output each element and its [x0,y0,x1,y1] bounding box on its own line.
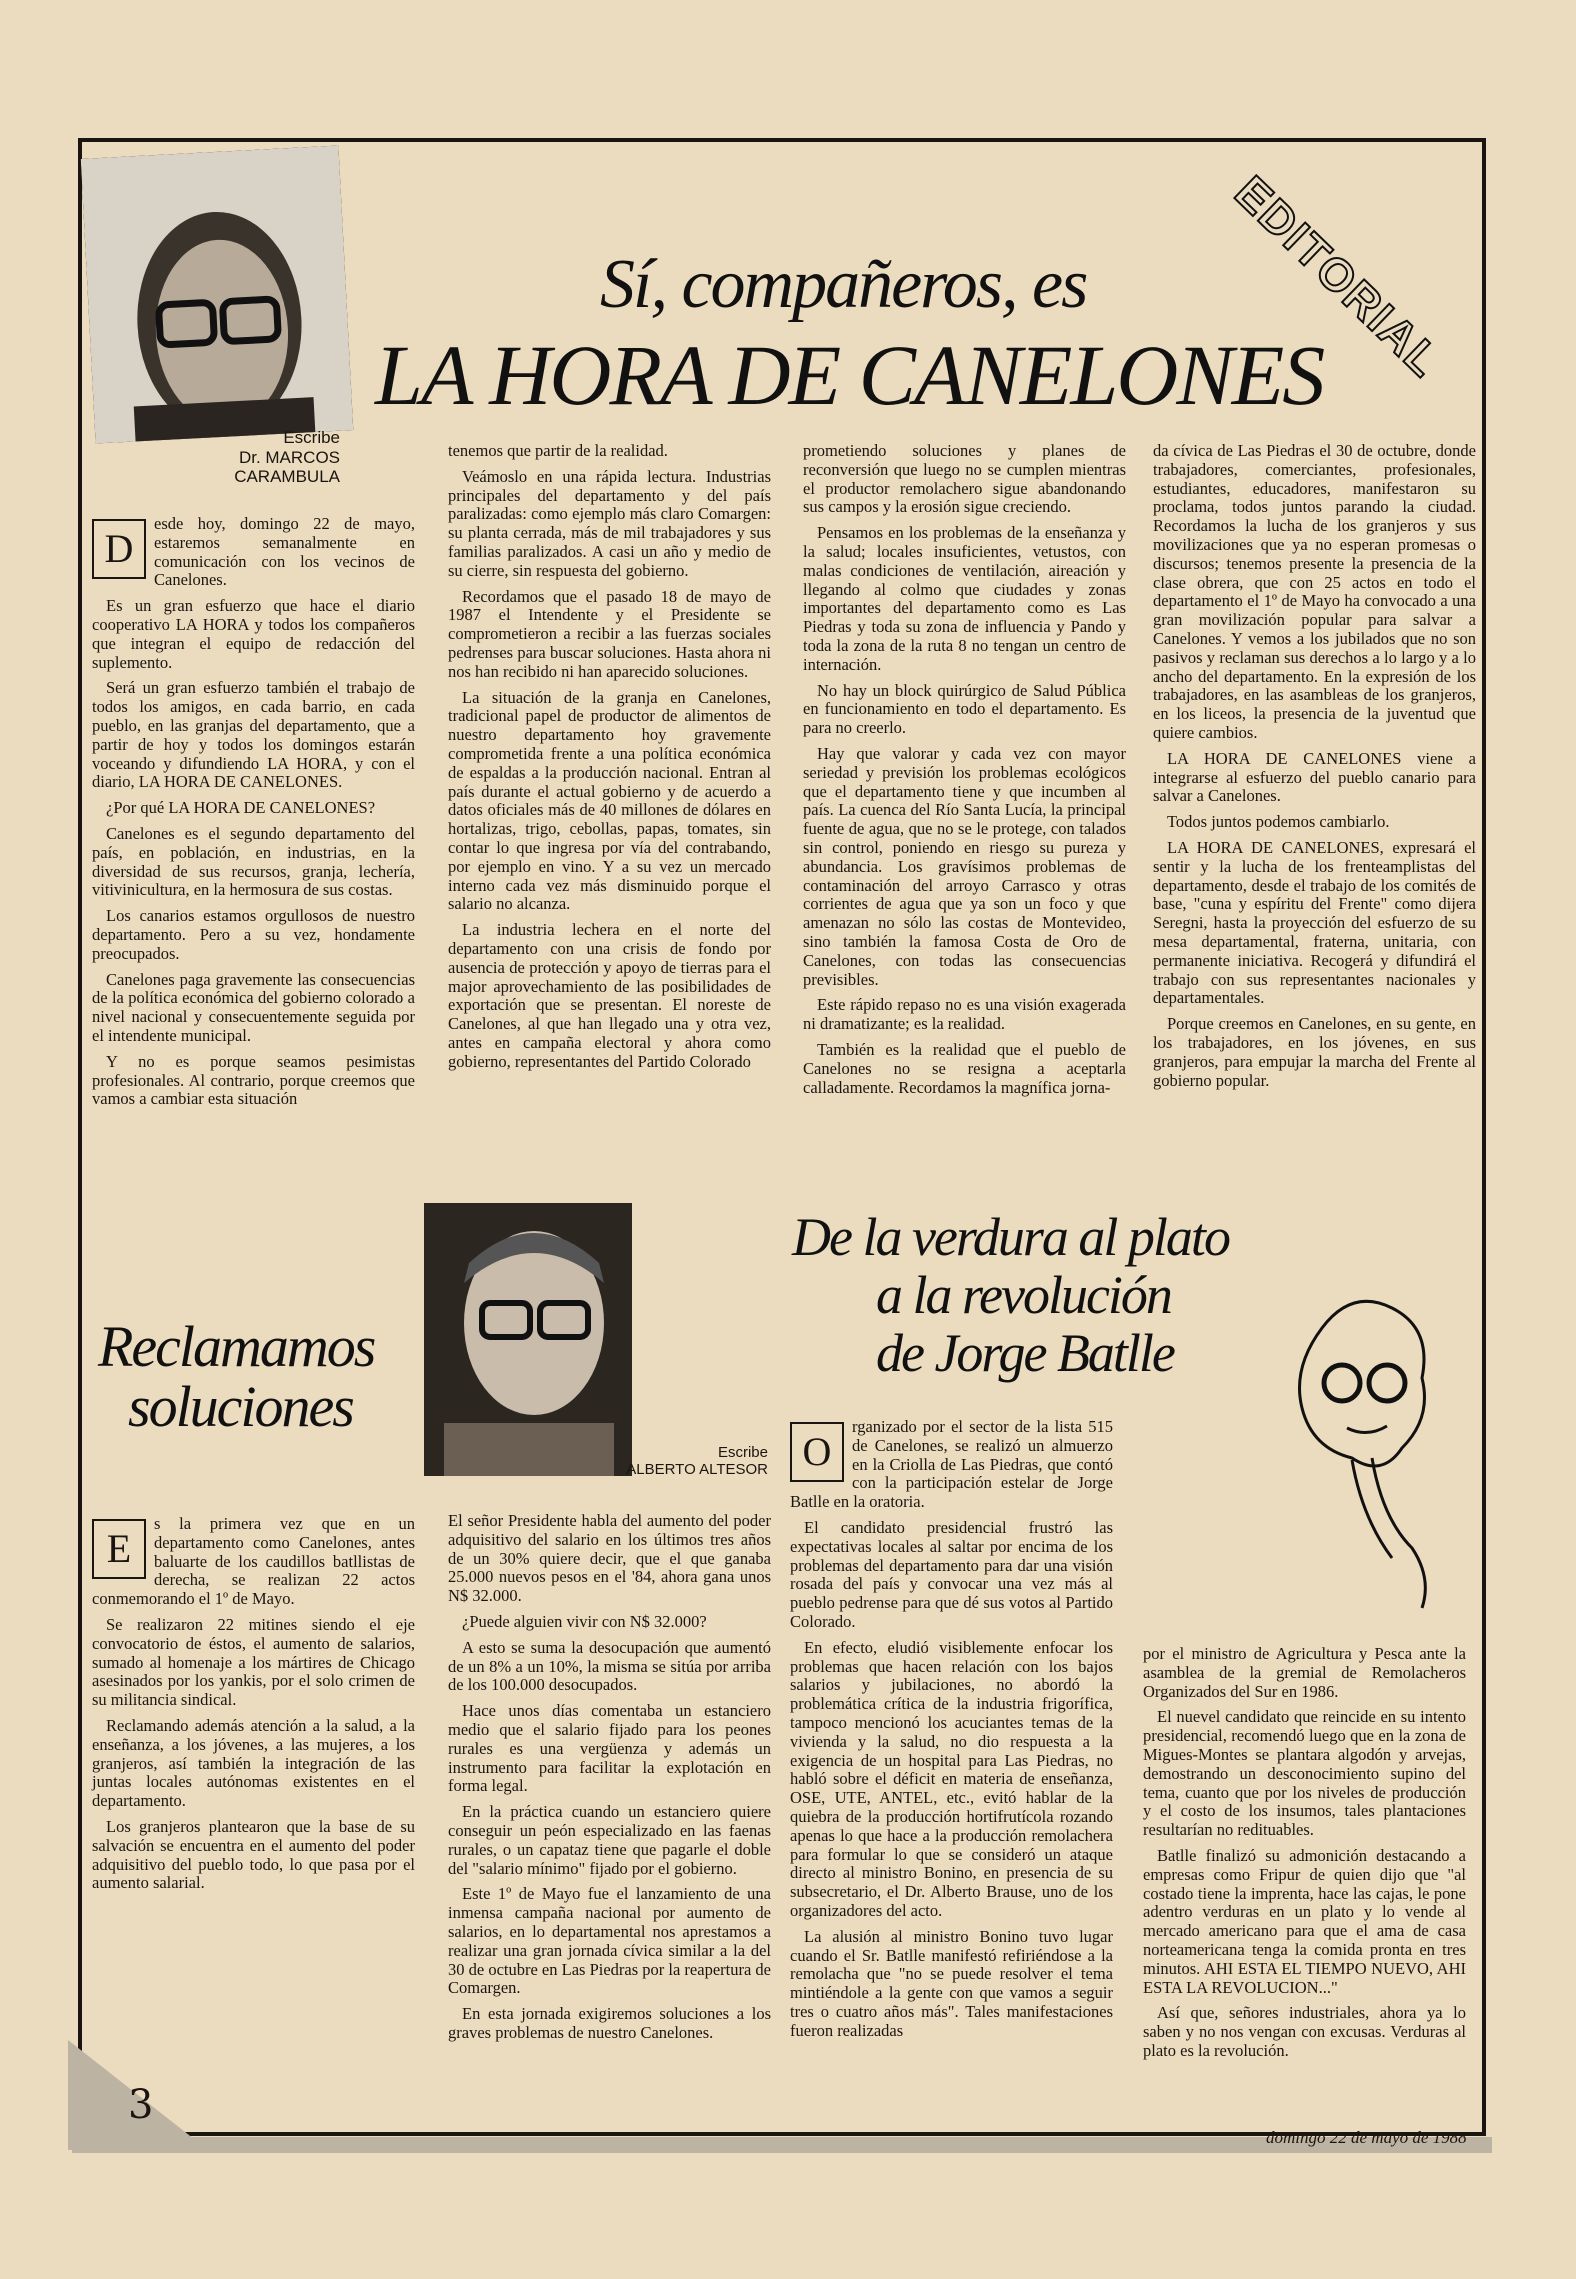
page-number: 3 [128,2082,154,2128]
byline-author: ALBERTO ALTESOR [626,1461,768,1479]
article2-column-2 [448,1512,771,2114]
headline-verdura-line3: de Jorge Batlle [876,1323,1174,1383]
paragraph: La industria lechera en el norte del departamento con una crisis de fondo por ausencia de protección y apoyo de tierras para el major aprovechamiento de las posibilidades de exportación que se presentan. El noreste de Canelones, al que han llegado una y otra vez, antes en campaña electoral y ahora como gobierno, representantes del Partido Colorado [448,920,771,1071]
paragraph: Y no es porque seamos pesimistas profesionales. Al contrario, porque creemos que vamos a cambiar esta situación [92,1051,415,1109]
paragraph: En la práctica cuando un estanciero quiere conseguir un peón especializado en las faenas rurales, o un capataz tiene que pagarle el doble del "salario mínimo" fijado por el gobierno. [448,1802,771,1878]
paragraph: También es la realidad que el pueblo de Canelones no se resigna a aceptarla calladamente. Recordamos la magnífica jorna- [803,1039,1126,1097]
paragraph: s la primera vez que en un departamento como Canelones, antes baluarte de los caudillos batllistas de derecha, se realizan 22 actos conmemorando el 1º de Mayo. [92,1514,415,1609]
author-photo-altesor [424,1203,632,1476]
paragraph: Es un gran esfuerzo que hace el diario cooperativo LA HORA y todos los compañeros que integran el equipo de redacción del suplemento. [92,596,415,672]
paragraph: Los granjeros plantearon que la base de su salvación se encuentra en el aumento del poder adquisitivo del pueblo todo, lo que pasa por el aumento salarial. [92,1816,415,1893]
portrait-image [424,1203,632,1476]
paragraph: Este rápido repaso no es una visión exagerada ni dramatizante; es la realidad. [803,995,1126,1034]
paragraph: No hay un block quirúrgico de Salud Pública en funcionamiento en todo el departamento. Es para no creerlo. [803,680,1126,738]
article1-column-4 [1153,442,1476,1157]
paragraph: ¿Por qué LA HORA DE CANELONES? [106,798,376,818]
paragraph: Será un gran esfuerzo también el trabajo de todos los amigos, en cada barrio, en cada pueblo, en las granjas del departamento, que a partir de hoy y todos los domingos estarán voceando y difundiendo LA HORA, y con el diario, LA HORA DE CANELONES. [92,678,415,792]
paragraph: rganizado por el sector de la lista 515 de Canelones, se realizó un almuerzo en la Criolla de Las Piedras, que contó con la participación estelar de Jorge Batlle en la oratoria. [790,1417,1113,1512]
paragraph: esde hoy, domingo 22 de mayo, estaremos semanalmente en comunicación con los vecinos de Canelones. [154,514,415,590]
paragraph: LA HORA DE CANELONES viene a integrarse al esfuerzo del pueblo canario para salvar a Canelones. [1153,748,1476,806]
paragraph: Batlle finalizó su admonición destacando a empresas como Fripur de quien dijo que "al costado tiene la imprenta, hace las cajas, le pone adentro verduras en un plato y lo vende al mercado americano para que el ama de casa norteamericana tenga la comida pronta en tres minutos. AHI ESTA EL TIEMPO NUEVO, AHI ESTA LA REVOLUCION..." [1143,1845,1466,1997]
dropcap: O [790,1422,844,1482]
paragraph: Reclamando además atención a la salud, a la enseñanza, a los jóvenes, a las mujeres, a los granjeros, así también la integración de las juntas locales autónomas existentes en el departamento. [92,1715,415,1811]
headline-reclamamos-line2: soluciones [128,1374,353,1439]
byline-author: Dr. MARCOS CARAMBULA [234,447,340,487]
paragraph: El nuevel candidato que reincide en su intento presidencial, recomendó luego que en la zona de Migues-Montes se plantara algodón y arvejas, demostrando un desconocimiento supino del tema, cuanto que por los niveles de producción y el costo de los insumos, tales plantaciones resultarían no redituables. [1143,1707,1466,1840]
paragraph: En esta jornada exigiremos soluciones a los graves problemas de nuestro Canelones. [448,2004,771,2042]
paragraph: LA HORA DE CANELONES, expresará el sentir y la lucha de los frenteamplistas del departamento, desde el trabajo de los comités de base, "cuna y espíritu del Frente" como dijera Seregni, hasta la proyección del esfuerzo de su mesa departamental, fraterna, unitaria, con permanente iniciativa. Recogerá y difundirá el trabajo con sus representantes nacionales y departamentales. [1153,837,1476,1008]
headline-verdura-line2: a la revolución [876,1265,1171,1325]
paragraph: Hace unos días comentaba un estanciero medio que el salario fijado para los peones rurales es una vergüenza y además un instrumento para facilitar la explotación en forma legal. [448,1701,771,1796]
article3-column-1 [790,1418,1113,2095]
caricature-drawing [1272,1288,1442,1618]
paragraph: A esto se suma la desocupación que aumentó de un 8% a un 10%, la misma se sitúa por arriba de los 100.000 desocupados. [448,1637,771,1695]
paragraph: El candidato presidencial frustró las expectativas locales al saltar por encima de los problemas del departamento para dar una visión rosada del país y convocar una vez más al pueblo pedrense para que dé sus votos al Partido Colorado. [790,1517,1113,1631]
paragraph: La alusión al ministro Bonino tuvo lugar cuando el Sr. Batlle manifestó refiriéndose a la remolacha que "no se puede resolver el tema mintiéndole a la gente con que vamos a seguir tres o cuatro años más". Tales manifestaciones fueron realizadas [790,1926,1113,2040]
paragraph: Así que, señores industriales, ahora ya lo saben y no nos vengan con excusas. Verduras al plato es la revolución. [1143,2003,1466,2060]
article1-column-1 [92,515,415,1155]
byline-carambula [150,428,340,487]
headline-reclamamos-line1: Reclamamos [98,1314,375,1379]
paragraph: En efecto, eludió visiblemente enfocar los problemas que hacen relación con los bajos salarios y jubilaciones, no abordó la problemática crítica de la industria frigorífica, tampoco mencionó los acuciantes temas de la vivienda y la salud, no dio respuesta a la exigencia de un hospital para Las Piedras, no habló sobre el déficit en materia de enseñanza, OSE, UTE, ANTEL, etc., evitó hablar de la quiebra de la producción hortifrutícola rozando apenas lo que hace a la producción remolachera para formular lo que se consideró un ataque directo al ministro Bonino, en presencia de su subsecretario, el Dr. Alberto Brause, uno de los organizadores del acto. [790,1637,1113,1920]
headline-verdura-line1: De la verdura al plato [792,1207,1229,1267]
paragraph: Se realizaron 22 mitines siendo el eje convocatorio de éstos, el aumento de salarios, sumado al homenaje a los mártires de Chicago asesinados por los yankis, por el solo crimen de su militancia sindical. [92,1614,415,1710]
paragraph: Porque creemos en Canelones, en su gente, en los trabajadores, en los jóvenes, en sus granjeros, para empujar la marcha del Frente al gobierno popular. [1153,1014,1476,1090]
article3-column-2 [1143,1645,1466,2090]
article1-column-2 [448,442,771,1157]
headline-line1: Sí, compañeros, es [600,246,1087,323]
paragraph: La situación de la granja en Canelones, tradicional papel de productor de alimentos de nuestro departamento hoy gravemente comprometida frente a una política económica de espaldas a la producción nacional. Entran al país durante el actual gobierno y de acuerdo a datos oficiales más de 40 millones de dólares en hortalizas, trigo, cebollas, papas, tomates, sin contar lo que ingresa por vía del contrabando, por ejemplo en vino. Y a su vez un mercado interno cada vez más disminuido porque el salario no alcanza. [448,687,771,914]
paragraph: Todos juntos podemos cambiarlo. [1167,812,1390,832]
paragraph: Este 1º de Mayo fue el lanzamiento de una inmensa campaña nacional por aumento de salarios, en lo departamental nos aprestamos a realizar una gran jornada cívica similar a la del 30 de octubre en Las Piedras por la reapertura de Comargen. [448,1884,771,1998]
paragraph: Hay que valorar y cada vez con mayor seriedad y previsión los problemas ecológicos que el departamento tiene y que incumben al país. La cuenca del Río Santa Lucía, la principal fuente de agua, que no se le protege, con talados sin control, poniendo en riesgo su pureza y abundancia. Los gravísimos problemas de contaminación del arroyo Carrasco y otras corrientes de agua que ya son un foco y que amenazan no sólo las costas de Montevideo, sino también la famosa Costa de Oro de Canelones, con todas las consecuencias previsibles. [803,743,1126,989]
paragraph: Pensamos en los problemas de la enseñanza y la salud; locales insuficientes, vetustos, con malas condiciones de ventilación, aireación y llegando al colmo que ciudades y zonas importantes del departamento como es Las Piedras y toda su zona de influencia y Pando y toda la zona de la ruta 8 no tengan un centro de internación. [803,523,1126,674]
editorial-tag: EDITORIAL [1225,165,1452,388]
dropcap: D [92,519,146,579]
paragraph: Los canarios estamos orgullosos de nuestro departamento. Pero a su vez, hondamente preocupados. [92,906,415,963]
paragraph: prometiendo soluciones y planes de reconversión que luego no se cumplen mientras el productor remolachero sigue abandonando sus campos y la erosión sigue creciendo. [803,441,1126,517]
paragraph: Recordamos que el pasado 18 de mayo de 1987 el Intendente y el Presidente se comprometieron a recibir a las fuerzas sociales pedrenses para buscar soluciones. Hasta ahora ni nos han recibido ni han aparecido soluciones. [448,586,771,681]
paragraph: El señor Presidente habla del aumento del poder adquisitivo del salario en los últimos tres años de un 30% quiere decir, que el que ganaba 25.000 nuevos pesos en el '84, ahora gana unos N$ 32.000. [448,1511,771,1606]
author-photo-carambula [81,145,354,443]
dropcap: E [92,1519,146,1579]
article2-column-1 [92,1515,415,1970]
article1-column-3 [803,442,1126,1157]
headline-line2: LA HORA DE CANELONES [375,327,1324,423]
paragraph: ¿Puede alguien vivir con N$ 32.000? [462,1611,707,1631]
byline-altesor [600,1444,768,1479]
paragraph: Canelones es el segundo departamento del país, en población, en industrias, en la diversidad de sus recursos, granja, lechería, vitivinicultura, en la hermosura de sus costas. [92,823,415,900]
paragraph: Canelones paga gravemente las consecuencias de la política económica del gobierno colorado a nivel nacional y consecuentemente seguida por el intendente municipal. [92,969,415,1045]
paragraph: por el ministro de Agricultura y Pesca ante la asamblea de la gremial de Remolacheros Organizados del Sur en 1986. [1143,1644,1466,1701]
byline-label: Escribe [283,428,340,447]
portrait-image [81,145,354,443]
paragraph: Veámoslo en una rápida lectura. Industrias principales del departamento y del país paralizadas: como ejemplo más claro Comargen: su planta cerrada, más de mil trabajadores y sus familias paralizados. A casi un año y medio de su cierre, sin respuesta del gobierno. [448,466,771,580]
issue-date: domingo 22 de mayo de 1988 [1266,2128,1467,2147]
paragraph: da cívica de Las Piedras el 30 de octubre, donde trabajadores, comerciantes, profesionales, estudiantes, educadores, manifestaron su proclama, todos juntos parando la ciudad. Recordamos la lucha de los granjeros y sus movilizaciones que ya no esperan promesas o discursos; tenemos presente la presencia de la clase obrera, que con 25 actos en todo el departamento el 1º de Mayo ha convocado a una gran movilización popular para salvar a Canelones. Y vemos a los jubilados que no son pasivos y reclaman sus derechos a lo largo y a lo ancho del departamento. En la expresión de los trabajadores, en las asambleas de los granjeros, en los liceos, la presencia de la juventud que quiere cambios. [1153,441,1476,742]
paragraph: tenemos que partir de la realidad. [448,441,668,460]
byline-label: Escribe [717,1444,768,1461]
